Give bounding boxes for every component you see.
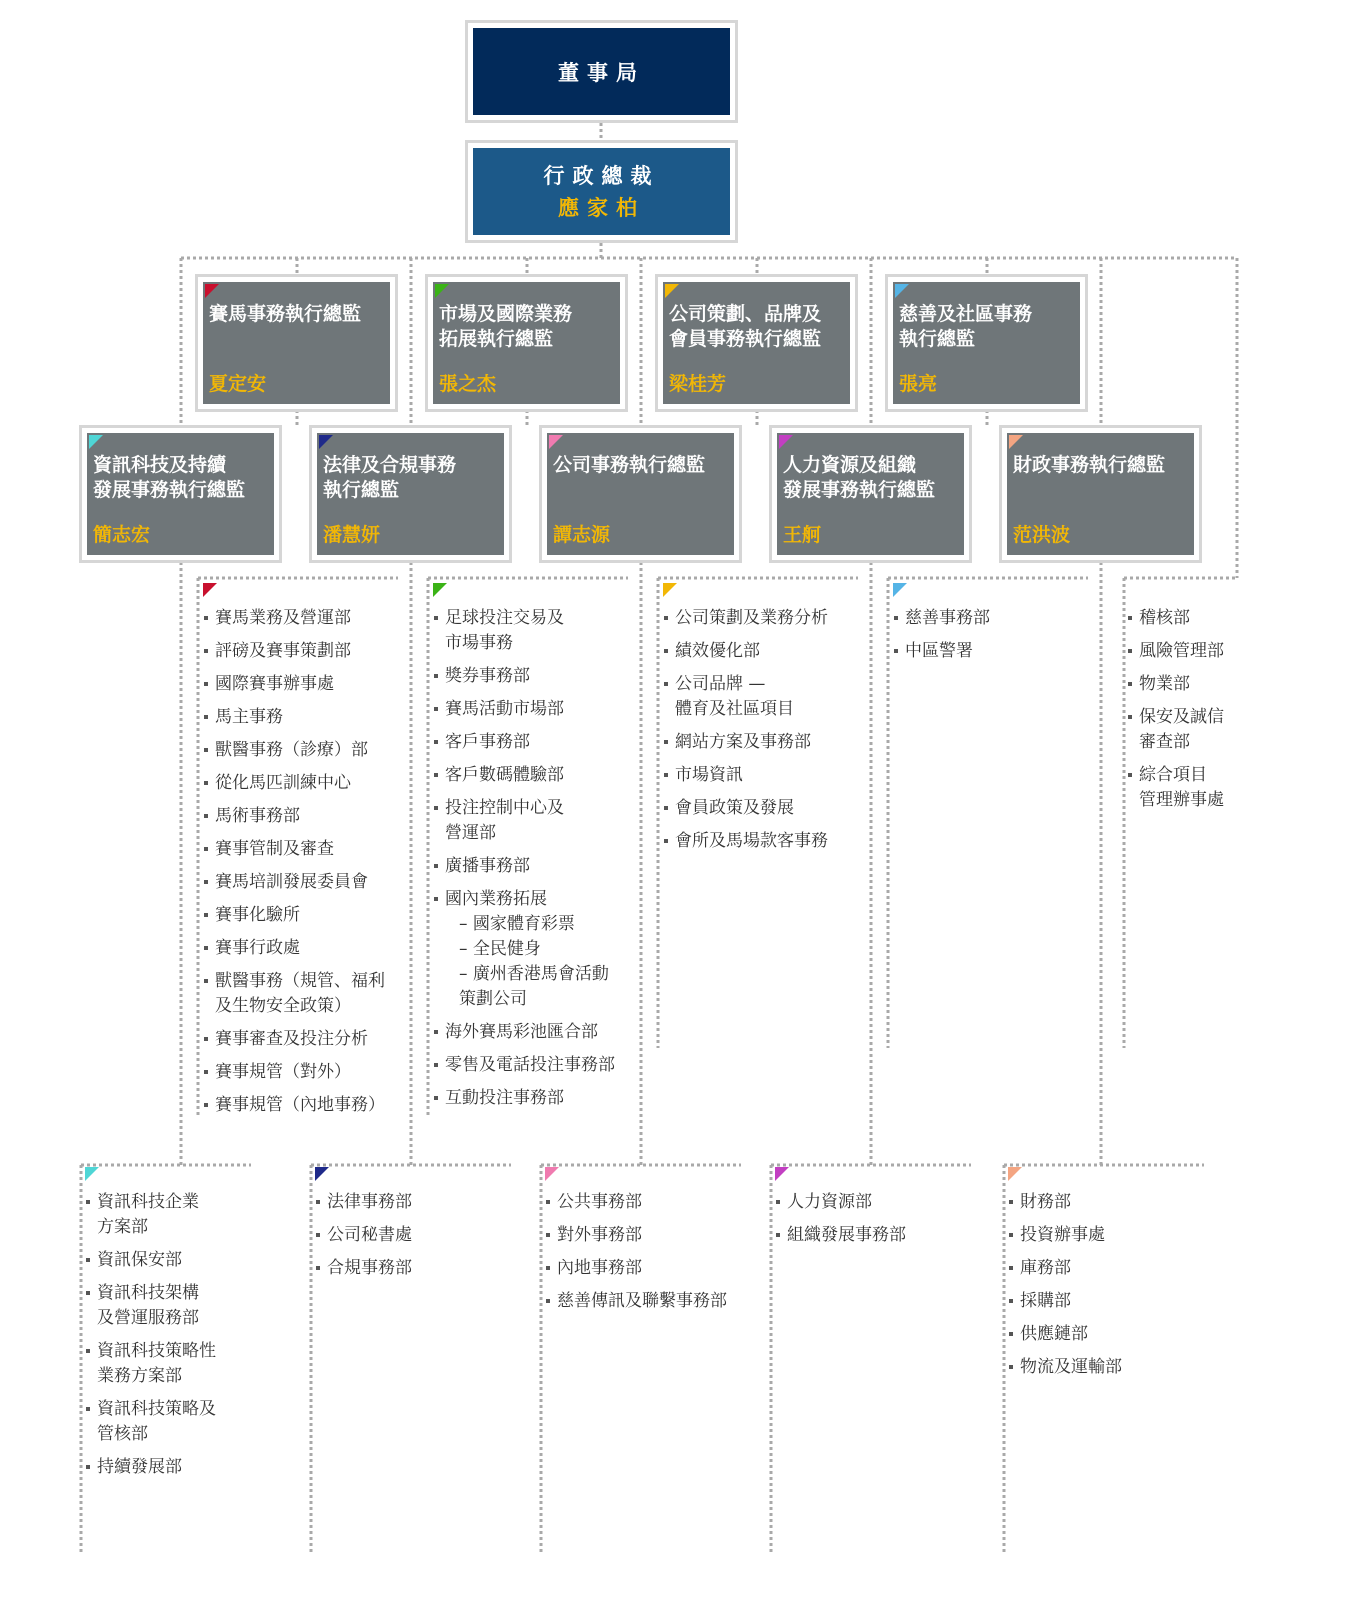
legal-department-list (313, 1167, 528, 1289)
department-label: 法律事務部 (327, 1192, 412, 1212)
department-item (431, 1086, 646, 1111)
department-label: 投注控制中心及 營運部 (445, 798, 564, 843)
bullet-icon (1128, 715, 1132, 719)
list-color-marker (775, 1167, 789, 1181)
department-label: 馬主事務 (215, 707, 283, 727)
department-item (201, 672, 416, 697)
bullet-icon (86, 1465, 90, 1469)
department-item (1006, 1355, 1221, 1380)
department-item (1125, 763, 1253, 813)
board-box (465, 20, 738, 123)
department-label: 資訊科技策略及 管核部 (97, 1399, 216, 1444)
department-label: 公司品牌 — 體育及社區項目 (675, 674, 794, 719)
department-label: 稽核部 (1139, 608, 1190, 628)
department-item (201, 705, 416, 730)
department-item (201, 903, 416, 928)
department-label: 馬術事務部 (215, 806, 300, 826)
department-label: 物流及運輸部 (1020, 1357, 1122, 1377)
list-color-marker (893, 583, 907, 597)
department-label: 賽馬業務及營運部 (215, 608, 351, 628)
bullet-icon (316, 1233, 320, 1237)
department-label: 會員政策及發展 (675, 798, 794, 818)
bullet-icon (1128, 773, 1132, 777)
bullet-icon (664, 740, 668, 744)
department-label: 財務部 (1020, 1192, 1071, 1212)
department-item (661, 730, 876, 755)
bullet-icon (1009, 1200, 1013, 1204)
exec-title: 慈善及社區事務 執行總監 (899, 303, 1033, 350)
exec-title: 賽馬事務執行總監 (209, 303, 362, 325)
department-label: 國內業務拓展 (445, 889, 547, 909)
exec-box-market (425, 274, 628, 412)
department-label: 公司秘書處 (327, 1225, 412, 1245)
corp-planning-color-marker (665, 284, 679, 298)
department-item (1125, 705, 1253, 755)
department-label: 賽事規管（對外） (215, 1062, 351, 1082)
bullet-icon (204, 1103, 208, 1107)
department-item (201, 639, 416, 664)
bullet-icon (434, 1063, 438, 1067)
list-color-marker (315, 1167, 329, 1181)
department-item (431, 664, 646, 689)
department-label: 風險管理部 (1139, 641, 1224, 661)
bullet-icon (664, 839, 668, 843)
department-item (891, 606, 1106, 631)
department-item (83, 1248, 298, 1273)
department-label: 客戶事務部 (445, 732, 530, 752)
exec-title: 法律及合規事務 執行總監 (323, 454, 457, 501)
exec-box-finance (999, 425, 1202, 563)
department-item (1006, 1223, 1221, 1248)
department-label: 網站方案及事務部 (675, 732, 811, 752)
finance-color-marker (1009, 435, 1023, 449)
department-label: 採購部 (1020, 1291, 1071, 1311)
list-color-marker (1008, 1167, 1022, 1181)
department-item (83, 1455, 298, 1480)
department-label: 物業部 (1139, 674, 1190, 694)
department-label: 零售及電話投注事務部 (445, 1055, 615, 1075)
department-item (891, 639, 1106, 664)
department-label: 績效優化部 (675, 641, 760, 661)
department-item (201, 969, 416, 1019)
department-item (313, 1256, 528, 1281)
department-label: 賽事管制及審查 (215, 839, 334, 859)
exec-name: 梁桂芳 (669, 373, 727, 395)
bullet-icon (434, 1030, 438, 1034)
department-item (431, 887, 646, 1012)
ceo-direct-department-list (1125, 606, 1253, 821)
bullet-icon (1009, 1299, 1013, 1303)
exec-box-it (79, 425, 282, 563)
bullet-icon (204, 682, 208, 686)
exec-name: 王舸 (783, 524, 822, 546)
department-label: 內地事務部 (557, 1258, 642, 1278)
department-item (201, 936, 416, 961)
department-item (1125, 672, 1253, 697)
department-label: 賽事行政處 (215, 938, 300, 958)
bullet-icon (434, 897, 438, 901)
department-item (1006, 1190, 1221, 1215)
department-label: 從化馬匹訓練中心 (215, 773, 351, 793)
bullet-icon (664, 806, 668, 810)
department-label: 保安及誠信 審查部 (1139, 707, 1224, 752)
bullet-icon (1128, 649, 1132, 653)
department-item (543, 1289, 758, 1314)
department-item (431, 697, 646, 722)
department-item (543, 1190, 758, 1215)
sub-department-label: – 全民健身 (459, 939, 541, 959)
bullet-icon (204, 814, 208, 818)
bullet-icon (204, 715, 208, 719)
department-label: 資訊科技策略性 業務方案部 (97, 1341, 216, 1386)
department-item (431, 1020, 646, 1045)
department-label: 慈善事務部 (905, 608, 990, 628)
it-department-list (83, 1167, 298, 1488)
department-item (773, 1223, 988, 1248)
exec-name: 潘慧妍 (323, 524, 381, 546)
exec-box-hr (769, 425, 972, 563)
bullet-icon (1009, 1233, 1013, 1237)
bullet-icon (894, 649, 898, 653)
exec-box-corp-planning (655, 274, 858, 412)
bullet-icon (86, 1407, 90, 1411)
bullet-icon (1009, 1365, 1013, 1369)
corp-affairs-department-list (543, 1167, 758, 1322)
bullet-icon (204, 979, 208, 983)
department-label: 獸醫事務（規管、福利 及生物安全政策） (215, 971, 385, 1016)
bullet-icon (434, 864, 438, 868)
department-label: 持續發展部 (97, 1457, 182, 1477)
bullet-icon (86, 1258, 90, 1262)
department-item (431, 606, 646, 656)
ceo-box (465, 140, 738, 243)
department-item (661, 672, 876, 722)
bullet-icon (316, 1266, 320, 1270)
department-item (201, 738, 416, 763)
bullet-icon (204, 946, 208, 950)
list-color-marker (203, 583, 217, 597)
bullet-icon (434, 806, 438, 810)
exec-name: 張亮 (899, 373, 938, 395)
bullet-icon (316, 1200, 320, 1204)
department-label: 獎券事務部 (445, 666, 530, 686)
department-item (83, 1190, 298, 1240)
department-label: 市場資訊 (675, 765, 743, 785)
bullet-icon (546, 1233, 550, 1237)
exec-name: 夏定安 (209, 373, 267, 395)
department-item (661, 796, 876, 821)
department-item (661, 763, 876, 788)
finance-department-list (1006, 1167, 1221, 1388)
department-item (431, 730, 646, 755)
department-item (543, 1256, 758, 1281)
bullet-icon (204, 1070, 208, 1074)
department-label: 客戶數碼體驗部 (445, 765, 564, 785)
department-item (201, 837, 416, 862)
department-label: 資訊科技架構 及營運服務部 (97, 1283, 199, 1328)
corp-affairs-color-marker (549, 435, 563, 449)
department-item (1006, 1256, 1221, 1281)
bullet-icon (664, 773, 668, 777)
department-item (201, 1093, 416, 1118)
bullet-icon (546, 1299, 550, 1303)
department-label: 投資辦事處 (1020, 1225, 1105, 1245)
department-label: 互動投注事務部 (445, 1088, 564, 1108)
department-item (661, 829, 876, 854)
board-title: 董事局 (558, 60, 645, 85)
market-department-list (431, 583, 646, 1119)
exec-title: 公司事務執行總監 (553, 454, 706, 476)
hr-color-marker (779, 435, 793, 449)
department-label: 組織發展事務部 (787, 1225, 906, 1245)
exec-name: 張之杰 (439, 373, 497, 395)
department-item (773, 1190, 988, 1215)
department-item (431, 854, 646, 879)
department-item (83, 1339, 298, 1389)
bullet-icon (204, 1037, 208, 1041)
department-item (201, 771, 416, 796)
bullet-icon (204, 616, 208, 620)
department-item (543, 1223, 758, 1248)
list-color-marker (85, 1167, 99, 1181)
department-item (661, 639, 876, 664)
bullet-icon (204, 847, 208, 851)
bullet-icon (894, 616, 898, 620)
department-label: 中區警署 (905, 641, 973, 661)
bullet-icon (546, 1200, 550, 1204)
department-item (201, 1060, 416, 1085)
department-item (313, 1190, 528, 1215)
exec-title: 財政事務執行總監 (1013, 454, 1166, 476)
exec-name: 譚志源 (553, 524, 611, 546)
department-label: 公共事務部 (557, 1192, 642, 1212)
department-label: 慈善傳訊及聯繫事務部 (557, 1291, 727, 1311)
department-label: 公司策劃及業務分析 (675, 608, 828, 628)
bullet-icon (86, 1291, 90, 1295)
department-label: 資訊保安部 (97, 1250, 182, 1270)
it-color-marker (89, 435, 103, 449)
charity-color-marker (895, 284, 909, 298)
bullet-icon (204, 748, 208, 752)
department-label: 賽事規管（內地事務） (215, 1095, 385, 1115)
department-item (83, 1397, 298, 1447)
bullet-icon (1128, 616, 1132, 620)
bullet-icon (546, 1266, 550, 1270)
ceo-box-fill (473, 148, 730, 235)
legal-color-marker (319, 435, 333, 449)
department-label: 足球投注交易及 市場事務 (445, 608, 564, 653)
exec-box-charity (885, 274, 1088, 412)
bullet-icon (86, 1349, 90, 1353)
exec-box-racing (195, 274, 398, 412)
bullet-icon (86, 1200, 90, 1204)
list-color-marker (663, 583, 677, 597)
bullet-icon (434, 773, 438, 777)
department-item (1125, 606, 1253, 631)
department-item (313, 1223, 528, 1248)
department-label: 國際賽事辦事處 (215, 674, 334, 694)
department-item (201, 1027, 416, 1052)
corp-planning-department-list (661, 583, 876, 862)
bullet-icon (664, 649, 668, 653)
department-item (661, 606, 876, 631)
department-label: 評磅及賽事策劃部 (215, 641, 351, 661)
department-label: 獸醫事務（診療）部 (215, 740, 368, 760)
department-label: 對外事務部 (557, 1225, 642, 1245)
bullet-icon (434, 616, 438, 620)
ceo-title: 行政總裁 (543, 163, 660, 188)
sub-department-label: – 廣州香港馬會活動 策劃公司 (459, 964, 609, 1009)
department-item (201, 606, 416, 631)
exec-name: 簡志宏 (93, 524, 151, 546)
list-color-marker (545, 1167, 559, 1181)
ceo-name: 應家柏 (558, 195, 645, 220)
exec-box-legal (309, 425, 512, 563)
department-label: 供應鏈部 (1020, 1324, 1088, 1344)
list-color-marker (433, 583, 447, 597)
department-label: 海外賽馬彩池匯合部 (445, 1022, 598, 1042)
charity-department-list (891, 583, 1106, 672)
department-item (201, 804, 416, 829)
bullet-icon (776, 1233, 780, 1237)
racing-department-list (201, 583, 416, 1126)
exec-box-corp-affairs (539, 425, 742, 563)
department-label: 廣播事務部 (445, 856, 530, 876)
sub-department-label: – 國家體育彩票 (459, 914, 575, 934)
bullet-icon (776, 1200, 780, 1204)
department-item (201, 870, 416, 895)
bullet-icon (1009, 1332, 1013, 1336)
department-item (431, 1053, 646, 1078)
bullet-icon (434, 740, 438, 744)
bullet-icon (204, 913, 208, 917)
board-box-fill (473, 28, 730, 115)
bullet-icon (1128, 682, 1132, 686)
bullet-icon (434, 674, 438, 678)
bullet-icon (1009, 1266, 1013, 1270)
bullet-icon (204, 781, 208, 785)
exec-title: 資訊科技及持續 發展事務執行總監 (93, 454, 246, 501)
bullet-icon (434, 707, 438, 711)
department-item (1006, 1322, 1221, 1347)
exec-title: 公司策劃、品牌及 會員事務執行總監 (669, 303, 822, 350)
department-item (1006, 1289, 1221, 1314)
hr-department-list (773, 1167, 988, 1256)
bullet-icon (664, 616, 668, 620)
department-item (83, 1281, 298, 1331)
bullet-icon (204, 880, 208, 884)
department-label: 賽事化驗所 (215, 905, 300, 925)
department-label: 庫務部 (1020, 1258, 1071, 1278)
exec-name: 范洪波 (1013, 524, 1071, 546)
exec-title: 人力資源及組織 發展事務執行總監 (783, 454, 936, 501)
exec-title: 市場及國際業務 拓展執行總監 (439, 303, 573, 350)
bullet-icon (434, 1096, 438, 1100)
racing-color-marker (205, 284, 219, 298)
department-label: 會所及馬場款客事務 (675, 831, 828, 851)
department-item (431, 763, 646, 788)
department-label: 資訊科技企業 方案部 (97, 1192, 199, 1237)
department-item (431, 796, 646, 846)
bullet-icon (204, 649, 208, 653)
department-label: 人力資源部 (787, 1192, 872, 1212)
department-label: 合規事務部 (327, 1258, 412, 1278)
bullet-icon (664, 682, 668, 686)
department-label: 賽馬培訓發展委員會 (215, 872, 368, 892)
department-label: 賽馬活動市場部 (445, 699, 564, 719)
market-color-marker (435, 284, 449, 298)
department-label: 綜合項目 管理辦事處 (1139, 765, 1224, 810)
department-item (1125, 639, 1253, 664)
department-label: 賽事審查及投注分析 (215, 1029, 368, 1049)
